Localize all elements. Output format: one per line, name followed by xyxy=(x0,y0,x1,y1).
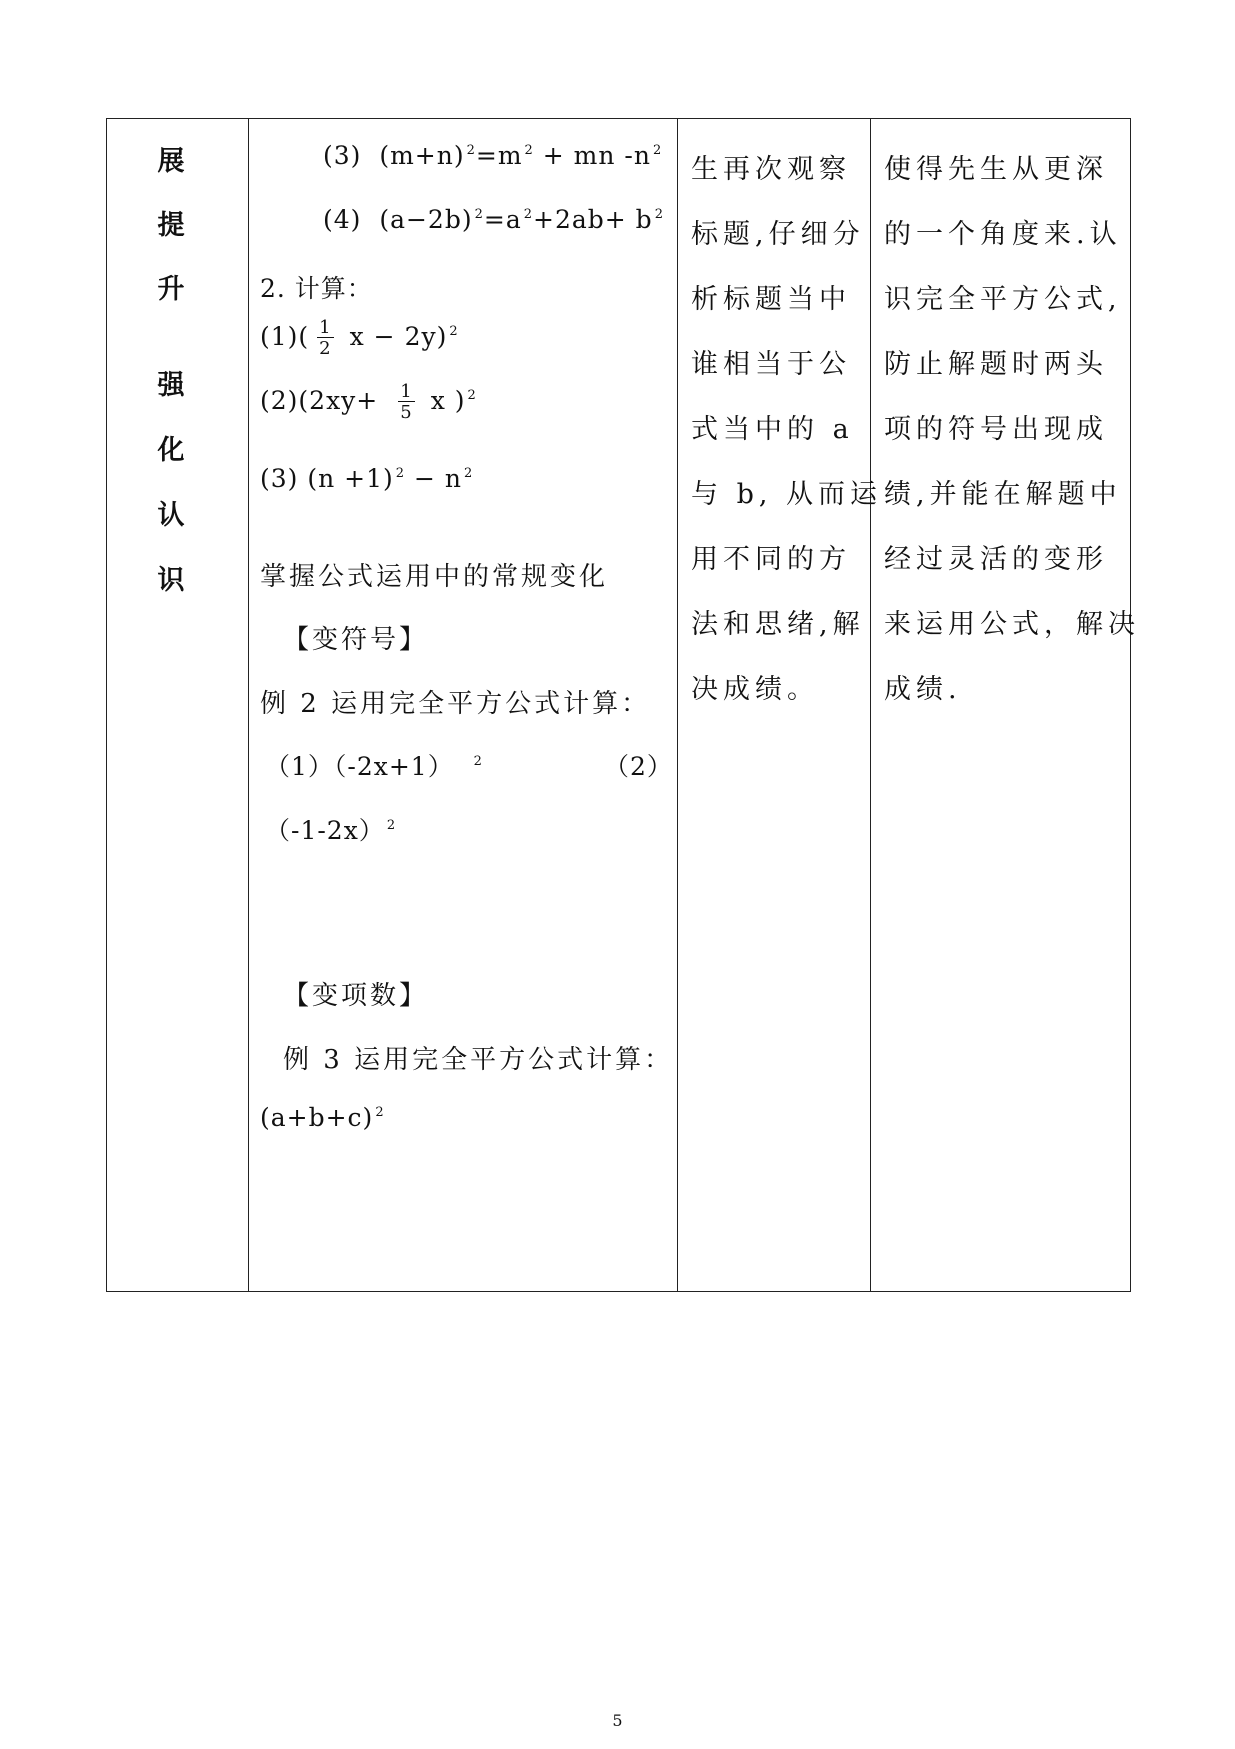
example-2-item-2: （-1-2x） $^2$ xyxy=(265,816,397,845)
example-2-title: 例 2 运用完全平方公式计算： xyxy=(260,689,651,719)
example-3-expression: (a+b+c) $^2$ xyxy=(260,1103,385,1132)
example-2-item-2-label: （2） xyxy=(604,752,673,781)
intent-line: 绩,并能在解题中 xyxy=(884,479,1122,510)
fraction: $\frac{1}{2}$ xyxy=(319,317,332,359)
intent-line: 项的符号出现成 xyxy=(884,414,1108,445)
activity-line: 谁相当于公 xyxy=(691,349,851,380)
activity-line: 法和思绪,解 xyxy=(691,609,865,640)
intent-line: 的一个角度来.认 xyxy=(884,219,1122,250)
intent-line: 识完全平方公式, xyxy=(884,284,1122,315)
lesson-table: 展 提 升 强 化 认 识 (3) (m+n) $^2$=m $^2$ + mn -n $^2$ (4) (a−2b) $^2$=a $^2$+2ab+ b $^2$ 2. 计算： (1)( $\frac{1}{2}$ x − 2y) $^2$ (2)(2xy+ $\frac{1}{5}$ x ) $^2$ (3) (n +1) $^2$ − n $^2$ 掌握公式运用中的常规变化 【变符号】 例 2 运用完全平方公式计算： （1）（-2x+1） $^2$ （2） （-1-2x） $^2$ 【变项数】 例 3 运用完全平方公式计算： (a+b+c) $^2$ 生再次观察 标题,仔细分 析标题当中 谁相当于公 式当中的 a 与 b, 从而运 用不同的方 法和思绪,解 决成绩。 使得先生从更深 的一个角度来.认 识完全平方公式, 防止解题时两头 项的符号出现成 绩,并能在解题中 经过灵活的变形 来运用公式，解决 成绩. xyxy=(106,118,1131,1292)
example-3-title: 例 3 运用完全平方公式计算： xyxy=(283,1045,674,1075)
activity-line: 与 b, 从而运 xyxy=(691,479,883,510)
exercise-line-4: (4) (a−2b) $^2$=a $^2$+2ab+ b $^2$ xyxy=(323,205,664,234)
variant-sign-heading: 【变符号】 xyxy=(283,625,429,655)
intent-line: 来运用公式，解决 xyxy=(884,609,1140,640)
activity-line: 式当中的 a xyxy=(691,414,854,445)
activity-line: 用不同的方 xyxy=(691,544,851,575)
intent-line: 使得先生从更深 xyxy=(884,154,1108,185)
calc-item-2: (2)(2xy+ $\frac{1}{5}$ x ) $^2$ xyxy=(260,381,477,423)
master-text: 掌握公式运用中的常规变化 xyxy=(260,562,609,592)
student-activity-column xyxy=(691,137,882,722)
variant-terms-heading: 【变项数】 xyxy=(283,981,429,1011)
column-divider xyxy=(248,119,249,1291)
calc-title: 2. 计算： xyxy=(260,274,373,303)
activity-line: 决成绩。 xyxy=(691,674,819,705)
intent-line: 成绩. xyxy=(884,674,962,705)
design-intent-column xyxy=(884,137,1140,722)
example-2-item-1: （1）（-2x+1） $^2$ xyxy=(265,752,483,781)
column-divider xyxy=(677,119,678,1291)
calc-item-3: (3) (n +1) $^2$ − n $^2$ xyxy=(260,464,474,493)
activity-line: 析标题当中 xyxy=(691,284,851,315)
activity-line: 生再次观察 xyxy=(691,154,851,185)
page-number: 5 xyxy=(612,1711,623,1730)
fraction: $\frac{1}{5}$ xyxy=(400,381,413,423)
intent-line: 经过灵活的变形 xyxy=(884,544,1108,575)
activity-line: 标题,仔细分 xyxy=(691,219,865,250)
intent-line: 防止解题时两头 xyxy=(884,349,1108,380)
calc-item-1: (1)( $\frac{1}{2}$ x − 2y) $^2$ xyxy=(260,317,459,359)
exercise-line-3: (3) (m+n) $^2$=m $^2$ + mn -n $^2$ xyxy=(323,141,663,170)
